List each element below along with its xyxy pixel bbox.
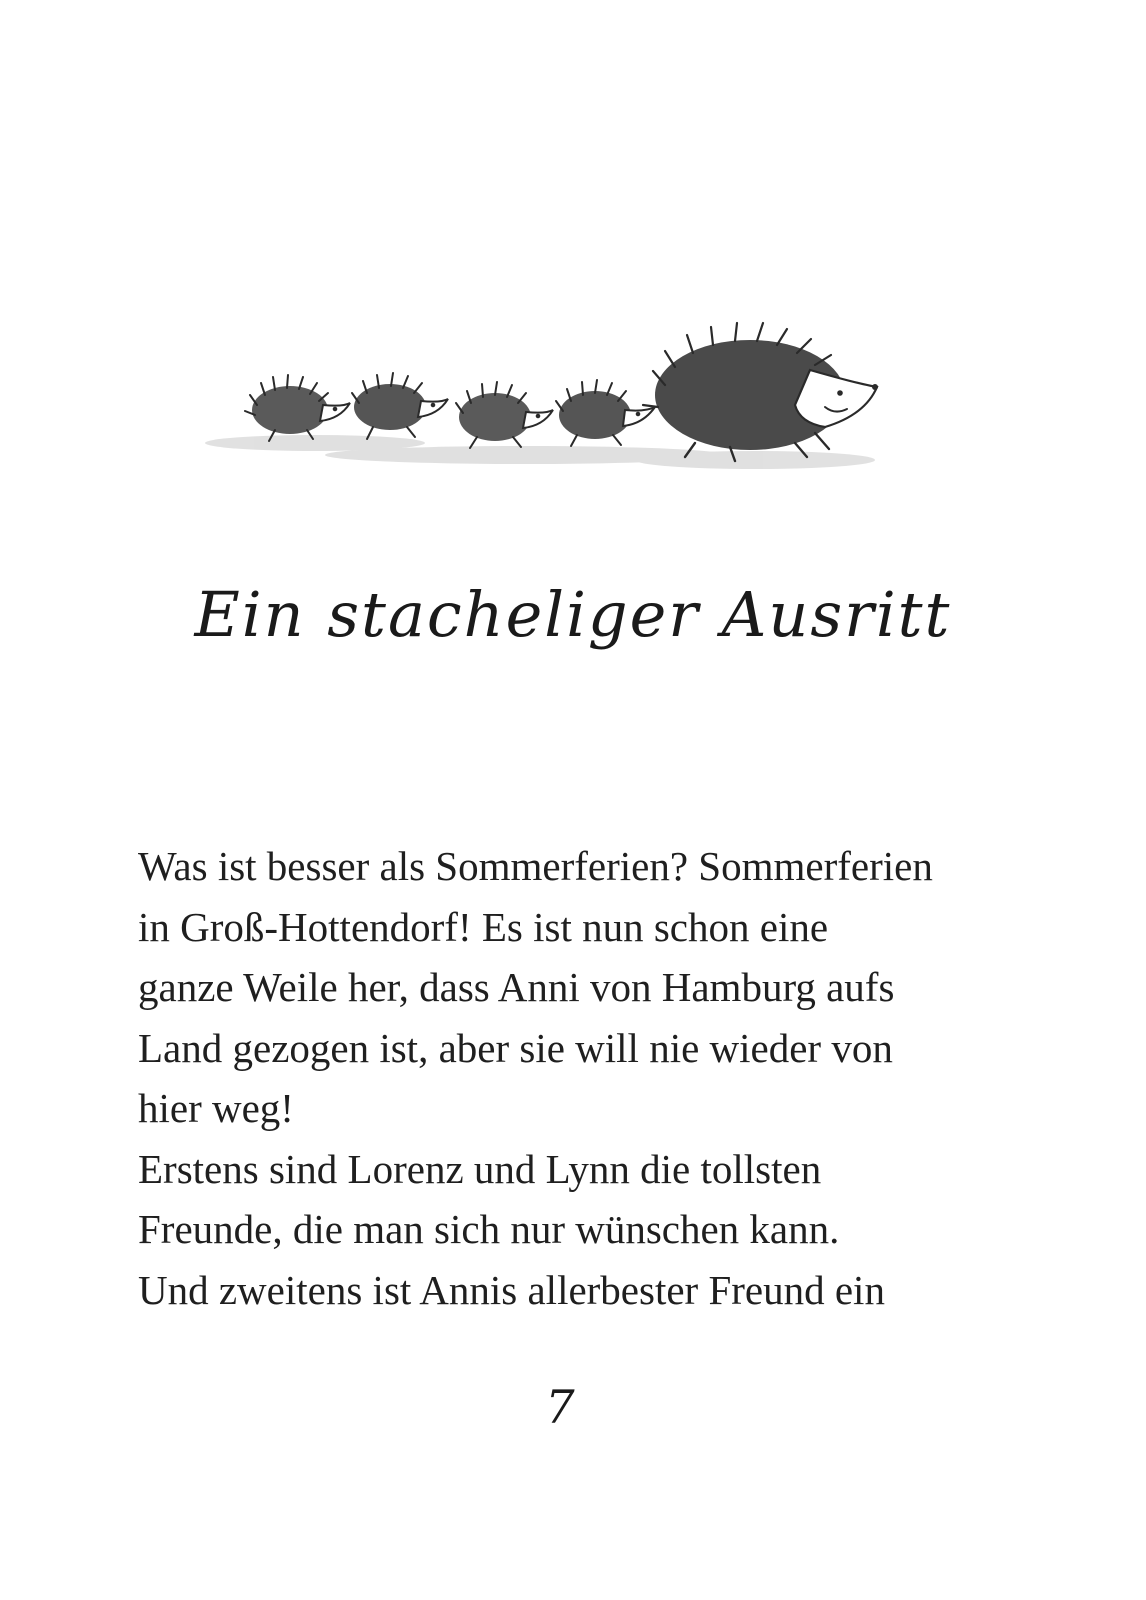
mother-hedgehog-icon bbox=[643, 323, 878, 461]
text-line: Was ist besser als Sommerferien? Sommerferien bbox=[138, 843, 933, 889]
chapter-title: Ein stacheliger Ausritt bbox=[194, 578, 952, 651]
hedgehog-family-icon bbox=[195, 315, 895, 485]
text-line: Land gezogen ist, aber sie will nie wieder von bbox=[138, 1024, 893, 1071]
text-line: Freunde, die man sich nur wünschen kann. bbox=[138, 1206, 840, 1252]
baby-hedgehog-1-icon bbox=[245, 375, 350, 441]
page-number: 7 bbox=[545, 1380, 575, 1434]
baby-hedgehog-2-icon bbox=[352, 373, 448, 439]
text-line: Erstens sind Lorenz und Lynn die tollsten bbox=[138, 1145, 822, 1192]
text-line: hier weg! bbox=[138, 1085, 294, 1131]
text-line: in Groß-Hottendorf! Es ist nun schon eine bbox=[138, 903, 829, 950]
baby-hedgehog-4-icon bbox=[556, 380, 655, 446]
body-text bbox=[138, 836, 1018, 1320]
text-line: ganze Weile her, dass Anni von Hamburg aufs bbox=[138, 964, 895, 1010]
text-line: Und zweitens ist Annis allerbester Freund ein bbox=[138, 1266, 885, 1313]
baby-hedgehog-3-icon bbox=[456, 382, 553, 448]
